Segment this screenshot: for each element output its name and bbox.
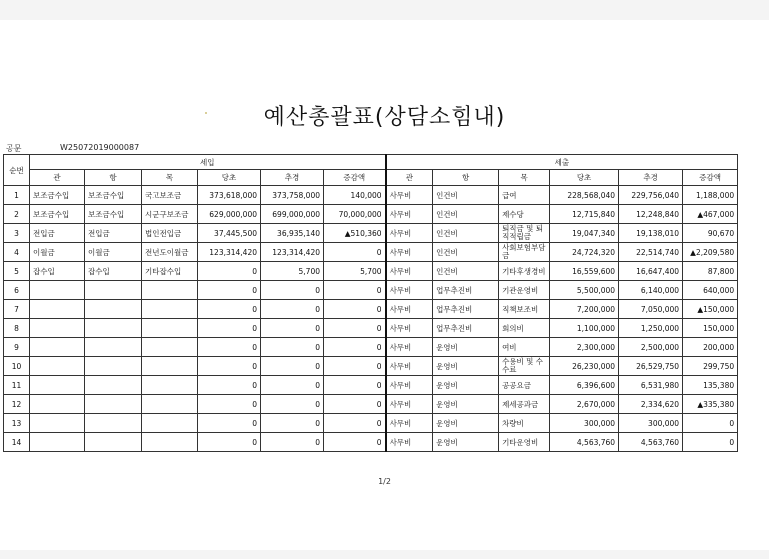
expenditure-mok-cell: 직책보조비 (499, 300, 550, 319)
revenue-mok-cell (142, 395, 198, 414)
expenditure-col-header: 추경 (619, 170, 683, 186)
expenditure-change-cell: ▲335,380 (683, 395, 738, 414)
expenditure-change-cell: 150,000 (683, 319, 738, 338)
expenditure-change-cell: 0 (683, 433, 738, 452)
revenue-hang-cell: 전입금 (85, 224, 142, 243)
revenue-gwan-cell (30, 319, 85, 338)
revenue-mok-cell: 시군구보조금 (142, 205, 198, 224)
expenditure-hang-cell: 인건비 (433, 186, 499, 205)
row-number: 6 (4, 281, 30, 300)
expenditure-revised-cell: 6,140,000 (619, 281, 683, 300)
revenue-mok-cell (142, 433, 198, 452)
revenue-revised-cell: 0 (261, 300, 324, 319)
expenditure-col-header: 목 (499, 170, 550, 186)
page-number: 1/2 (378, 477, 391, 486)
revenue-original-cell: 0 (198, 281, 261, 300)
revenue-hang-cell (85, 281, 142, 300)
revenue-change-cell: 0 (324, 376, 386, 395)
revenue-original-cell: 37,445,500 (198, 224, 261, 243)
expenditure-revised-cell: 22,514,740 (619, 243, 683, 262)
row-number: 10 (4, 357, 30, 376)
expenditure-gwan-cell: 사무비 (386, 433, 433, 452)
expenditure-gwan-cell: 사무비 (386, 395, 433, 414)
expenditure-revised-cell: 6,531,980 (619, 376, 683, 395)
revenue-revised-cell: 0 (261, 319, 324, 338)
revenue-hang-cell (85, 338, 142, 357)
revenue-original-cell: 0 (198, 395, 261, 414)
expenditure-col-header: 항 (433, 170, 499, 186)
revenue-gwan-cell: 이월금 (30, 243, 85, 262)
revenue-original-cell: 0 (198, 414, 261, 433)
revenue-header: 세입 (30, 155, 386, 170)
row-number: 13 (4, 414, 30, 433)
revenue-original-cell: 0 (198, 319, 261, 338)
revenue-change-cell: 0 (324, 281, 386, 300)
revenue-mok-cell: 법인전입금 (142, 224, 198, 243)
revenue-mok-cell (142, 281, 198, 300)
row-number: 1 (4, 186, 30, 205)
revenue-change-cell: 0 (324, 395, 386, 414)
table-row (4, 186, 738, 205)
row-number: 2 (4, 205, 30, 224)
doc-type-label: 공문 (6, 144, 22, 153)
table-row (4, 281, 738, 300)
expenditure-gwan-cell: 사무비 (386, 243, 433, 262)
revenue-original-cell: 0 (198, 357, 261, 376)
expenditure-hang-cell: 인건비 (433, 224, 499, 243)
expenditure-mok-cell: 회의비 (499, 319, 550, 338)
revenue-revised-cell: 0 (261, 433, 324, 452)
expenditure-original-cell: 24,724,320 (550, 243, 619, 262)
revenue-mok-cell: 전년도이월금 (142, 243, 198, 262)
expenditure-mok-cell: 급여 (499, 186, 550, 205)
revenue-col-header: 항 (85, 170, 142, 186)
table-row (4, 338, 738, 357)
revenue-change-cell: 0 (324, 414, 386, 433)
expenditure-hang-cell: 운영비 (433, 357, 499, 376)
revenue-change-cell: 0 (324, 319, 386, 338)
revenue-change-cell: ▲510,360 (324, 224, 386, 243)
expenditure-hang-cell: 운영비 (433, 414, 499, 433)
revenue-original-cell: 373,618,000 (198, 186, 261, 205)
table-row (4, 376, 738, 395)
expenditure-original-cell: 300,000 (550, 414, 619, 433)
expenditure-gwan-cell: 사무비 (386, 186, 433, 205)
revenue-hang-cell: 잡수입 (85, 262, 142, 281)
revenue-gwan-cell (30, 281, 85, 300)
expenditure-mok-cell: 제세공과금 (499, 395, 550, 414)
expenditure-revised-cell: 2,334,620 (619, 395, 683, 414)
expenditure-original-cell: 19,047,340 (550, 224, 619, 243)
revenue-gwan-cell: 보조금수입 (30, 205, 85, 224)
expenditure-gwan-cell: 사무비 (386, 300, 433, 319)
table-row (4, 414, 738, 433)
revenue-mok-cell: 국고보조금 (142, 186, 198, 205)
revenue-gwan-cell (30, 376, 85, 395)
document-page (0, 20, 769, 550)
expenditure-change-cell: 640,000 (683, 281, 738, 300)
table-row (4, 205, 738, 224)
revenue-change-cell: 0 (324, 243, 386, 262)
revenue-mok-cell (142, 300, 198, 319)
revenue-revised-cell: 0 (261, 281, 324, 300)
expenditure-original-cell: 228,568,040 (550, 186, 619, 205)
table-row (4, 395, 738, 414)
expenditure-mok-cell: 공공요금 (499, 376, 550, 395)
expenditure-mok-cell: 기관운영비 (499, 281, 550, 300)
revenue-gwan-cell (30, 300, 85, 319)
expenditure-hang-cell: 운영비 (433, 433, 499, 452)
expenditure-hang-cell: 운영비 (433, 395, 499, 414)
table-row (4, 300, 738, 319)
table-row (4, 433, 738, 452)
revenue-revised-cell: 123,314,420 (261, 243, 324, 262)
expenditure-original-cell: 7,200,000 (550, 300, 619, 319)
expenditure-change-cell: 1,188,000 (683, 186, 738, 205)
expenditure-mok-cell: 여비 (499, 338, 550, 357)
revenue-change-cell: 70,000,000 (324, 205, 386, 224)
row-number: 5 (4, 262, 30, 281)
expenditure-gwan-cell: 사무비 (386, 262, 433, 281)
expenditure-gwan-cell: 사무비 (386, 376, 433, 395)
revenue-original-cell: 0 (198, 262, 261, 281)
expenditure-hang-cell: 업무추진비 (433, 319, 499, 338)
expenditure-gwan-cell: 사무비 (386, 224, 433, 243)
column-header-row (4, 170, 738, 186)
revenue-gwan-cell: 전입금 (30, 224, 85, 243)
revenue-mok-cell (142, 357, 198, 376)
row-number: 7 (4, 300, 30, 319)
revenue-hang-cell (85, 376, 142, 395)
expenditure-mok-cell: 기타운영비 (499, 433, 550, 452)
revenue-revised-cell: 36,935,140 (261, 224, 324, 243)
revenue-hang-cell: 보조금수입 (85, 186, 142, 205)
revenue-mok-cell (142, 414, 198, 433)
revenue-original-cell: 0 (198, 300, 261, 319)
row-number: 3 (4, 224, 30, 243)
revenue-col-header: 증감액 (324, 170, 386, 186)
row-number: 8 (4, 319, 30, 338)
expenditure-gwan-cell: 사무비 (386, 319, 433, 338)
expenditure-mok-cell: 퇴직금 및 퇴직적립금 (499, 224, 550, 243)
expenditure-revised-cell: 12,248,840 (619, 205, 683, 224)
revenue-original-cell: 0 (198, 376, 261, 395)
revenue-hang-cell (85, 319, 142, 338)
revenue-revised-cell: 5,700 (261, 262, 324, 281)
expenditure-change-cell: ▲150,000 (683, 300, 738, 319)
expenditure-change-cell: 299,750 (683, 357, 738, 376)
revenue-col-header: 당초 (198, 170, 261, 186)
expenditure-mok-cell: 사회보험부담금 (499, 243, 550, 262)
revenue-gwan-cell (30, 433, 85, 452)
expenditure-col-header: 관 (386, 170, 433, 186)
expenditure-revised-cell: 16,647,400 (619, 262, 683, 281)
expenditure-gwan-cell: 사무비 (386, 281, 433, 300)
expenditure-change-cell: ▲2,209,580 (683, 243, 738, 262)
revenue-original-cell: 629,000,000 (198, 205, 261, 224)
revenue-revised-cell: 0 (261, 395, 324, 414)
expenditure-mok-cell: 차량비 (499, 414, 550, 433)
group-header-row (4, 155, 738, 170)
expenditure-hang-cell: 인건비 (433, 243, 499, 262)
expenditure-hang-cell: 업무추진비 (433, 281, 499, 300)
seq-header: 순번 (4, 155, 30, 186)
revenue-hang-cell (85, 395, 142, 414)
doc-number: W25072019000087 (60, 143, 140, 152)
table-row (4, 262, 738, 281)
revenue-col-header: 목 (142, 170, 198, 186)
revenue-mok-cell (142, 319, 198, 338)
expenditure-col-header: 당초 (550, 170, 619, 186)
revenue-hang-cell (85, 433, 142, 452)
revenue-gwan-cell: 잡수입 (30, 262, 85, 281)
revenue-mok-cell (142, 338, 198, 357)
expenditure-change-cell: 0 (683, 414, 738, 433)
revenue-change-cell: 0 (324, 357, 386, 376)
revenue-col-header: 추경 (261, 170, 324, 186)
table-row (4, 224, 738, 243)
expenditure-mok-cell: 기타후생경비 (499, 262, 550, 281)
expenditure-original-cell: 6,396,600 (550, 376, 619, 395)
expenditure-hang-cell: 업무추진비 (433, 300, 499, 319)
expenditure-revised-cell: 229,756,040 (619, 186, 683, 205)
expenditure-revised-cell: 7,050,000 (619, 300, 683, 319)
revenue-gwan-cell (30, 357, 85, 376)
expenditure-change-cell: 87,800 (683, 262, 738, 281)
expenditure-original-cell: 4,563,760 (550, 433, 619, 452)
expenditure-mok-cell: 제수당 (499, 205, 550, 224)
expenditure-revised-cell: 19,138,010 (619, 224, 683, 243)
expenditure-change-cell: 90,670 (683, 224, 738, 243)
budget-table (3, 154, 738, 452)
expenditure-original-cell: 26,230,000 (550, 357, 619, 376)
revenue-revised-cell: 0 (261, 338, 324, 357)
expenditure-revised-cell: 2,500,000 (619, 338, 683, 357)
expenditure-original-cell: 1,100,000 (550, 319, 619, 338)
expenditure-hang-cell: 운영비 (433, 376, 499, 395)
revenue-col-header: 관 (30, 170, 85, 186)
budget-body (4, 186, 738, 452)
expenditure-mok-cell: 수용비 및 수수료 (499, 357, 550, 376)
revenue-hang-cell: 보조금수입 (85, 205, 142, 224)
table-row (4, 243, 738, 262)
expenditure-change-cell: ▲467,000 (683, 205, 738, 224)
revenue-change-cell: 0 (324, 338, 386, 357)
revenue-revised-cell: 373,758,000 (261, 186, 324, 205)
expenditure-gwan-cell: 사무비 (386, 338, 433, 357)
expenditure-gwan-cell: 사무비 (386, 414, 433, 433)
revenue-mok-cell: 기타잡수입 (142, 262, 198, 281)
revenue-gwan-cell (30, 414, 85, 433)
revenue-revised-cell: 0 (261, 414, 324, 433)
expenditure-revised-cell: 4,563,760 (619, 433, 683, 452)
revenue-original-cell: 0 (198, 338, 261, 357)
revenue-revised-cell: 699,000,000 (261, 205, 324, 224)
table-row (4, 319, 738, 338)
expenditure-revised-cell: 26,529,750 (619, 357, 683, 376)
expenditure-col-header: 증감액 (683, 170, 738, 186)
expenditure-original-cell: 16,559,600 (550, 262, 619, 281)
revenue-hang-cell: 이월금 (85, 243, 142, 262)
revenue-revised-cell: 0 (261, 357, 324, 376)
expenditure-hang-cell: 인건비 (433, 205, 499, 224)
expenditure-original-cell: 12,715,840 (550, 205, 619, 224)
revenue-gwan-cell (30, 395, 85, 414)
expenditure-revised-cell: 300,000 (619, 414, 683, 433)
row-number: 9 (4, 338, 30, 357)
revenue-mok-cell (142, 376, 198, 395)
revenue-gwan-cell (30, 338, 85, 357)
row-number: 4 (4, 243, 30, 262)
row-number: 11 (4, 376, 30, 395)
expenditure-gwan-cell: 사무비 (386, 357, 433, 376)
expenditure-original-cell: 5,500,000 (550, 281, 619, 300)
revenue-original-cell: 123,314,420 (198, 243, 261, 262)
expenditure-change-cell: 135,380 (683, 376, 738, 395)
expenditure-hang-cell: 운영비 (433, 338, 499, 357)
page-title: 예산총괄표(상담소힘내) (263, 105, 506, 130)
revenue-change-cell: 5,700 (324, 262, 386, 281)
revenue-original-cell: 0 (198, 433, 261, 452)
expenditure-hang-cell: 인건비 (433, 262, 499, 281)
revenue-hang-cell (85, 414, 142, 433)
revenue-change-cell: 140,000 (324, 186, 386, 205)
expenditure-revised-cell: 1,250,000 (619, 319, 683, 338)
revenue-hang-cell (85, 300, 142, 319)
revenue-change-cell: 0 (324, 300, 386, 319)
expenditure-change-cell: 200,000 (683, 338, 738, 357)
row-number: 14 (4, 433, 30, 452)
revenue-revised-cell: 0 (261, 376, 324, 395)
revenue-change-cell: 0 (324, 433, 386, 452)
expenditure-original-cell: 2,670,000 (550, 395, 619, 414)
table-row (4, 357, 738, 376)
expenditure-header: 세출 (386, 155, 738, 170)
row-number: 12 (4, 395, 30, 414)
expenditure-original-cell: 2,300,000 (550, 338, 619, 357)
revenue-gwan-cell: 보조금수입 (30, 186, 85, 205)
expenditure-gwan-cell: 사무비 (386, 205, 433, 224)
revenue-hang-cell (85, 357, 142, 376)
